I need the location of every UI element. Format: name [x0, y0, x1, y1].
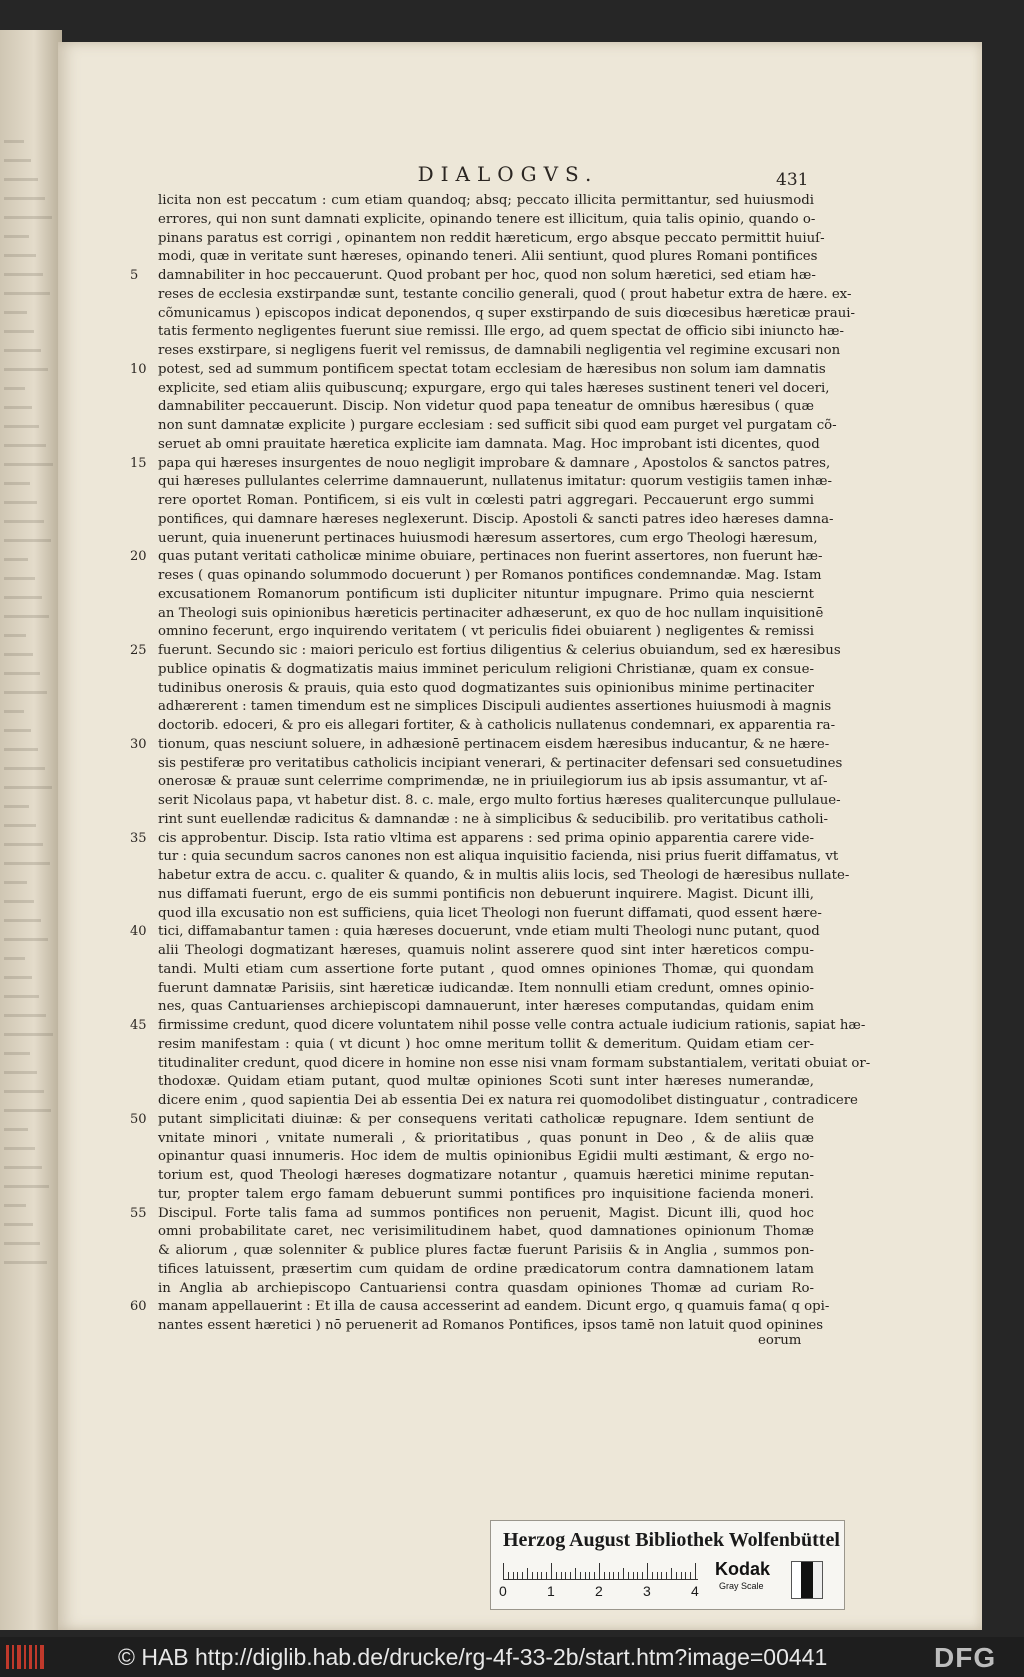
ruler-tick [647, 1563, 648, 1579]
text-line [130, 830, 814, 849]
text-line [150, 342, 841, 361]
ruler-tick [503, 1563, 504, 1579]
text-line [150, 192, 814, 211]
ruler-tick [613, 1572, 614, 1579]
text-line [150, 1036, 814, 1055]
text-line [150, 1167, 814, 1186]
spine-texture [4, 330, 34, 333]
text-line [150, 567, 822, 586]
spine-texture [4, 1147, 35, 1150]
text-line [130, 1111, 814, 1130]
spine-texture [4, 311, 27, 314]
spine-texture [4, 1014, 46, 1017]
line-text: fuerunt. Secundo sic : maiori periculo est fortius diligentius & celerius obuiandum, sed ex hæresibus [158, 643, 841, 658]
text-line [130, 267, 816, 286]
text-line [150, 248, 818, 267]
line-text: pontifices, qui damnare hæreses neglexerunt. Discip. Apostoli & sancti patres ideo hæreses damna- [158, 511, 834, 527]
spine-texture [4, 786, 52, 789]
text-line [150, 230, 825, 249]
text-line [150, 511, 834, 530]
line-text: omni probabilitate caret, nec verisimilitudinem habet, quod damnationes opinionum Thomæ [158, 1224, 814, 1240]
spine-texture [4, 1166, 42, 1169]
line-text: Discipul. Forte talis fama ad summos pontifices non peruenit, Magist. Dicunt illi, quod hoc [158, 1205, 814, 1221]
spine-texture [4, 1109, 51, 1112]
spine-texture [4, 178, 38, 181]
library-name: Herzog August Bibliothek Wolfenbüttel [503, 1529, 840, 1551]
line-text: serit Nicolaus papa, vt habetur dist. 8. c. male, ergo multo fortius hæreses qualitercunque pullulaue- [158, 793, 841, 808]
spine-texture [4, 881, 27, 884]
spine-texture [4, 653, 33, 656]
line-text: manam appellauerint : Et illa de causa accesserint ad eandem. Dicunt ergo, q quamuis fama( q opi- [158, 1299, 830, 1315]
line-text: tur : quia secundum sacros canones non est aliqua inquisitio facienda, nisi prius fuerit diffamatus, vt [158, 849, 839, 865]
ruler-tick [690, 1572, 691, 1579]
line-text: resim manifestam : quia ( vt dicunt ) hoc omne meritum tollit & demeritum. Quidam etiam cer- [158, 1036, 814, 1052]
spine-texture [4, 520, 44, 523]
spine-texture [4, 140, 24, 143]
ruler-tick [618, 1572, 619, 1579]
text-line [130, 361, 826, 380]
text-line [150, 323, 844, 342]
ruler-label: 3 [643, 1583, 651, 1599]
kodak-brand: Kodak [715, 1559, 771, 1579]
spine-texture [4, 976, 32, 979]
spine-texture [4, 1071, 37, 1074]
spine-texture [4, 1185, 49, 1188]
line-text: tatis fermento negligentes fuerunt siue remissi. Ille ergo, ad quem spectat de officio sibi iniuncto hæ- [158, 324, 844, 340]
ruler-tick [637, 1572, 638, 1579]
ruler-tick [676, 1572, 677, 1579]
text-line [150, 380, 830, 399]
copyright-url[interactable]: © HAB http://diglib.hab.de/drucke/rg-4f-33-2b/start.htm?image=00441 [118, 1644, 828, 1670]
spine-texture [4, 159, 31, 162]
ruler-tick [589, 1572, 590, 1579]
dfg-logo: DFG [934, 1642, 997, 1673]
text-line [150, 1148, 814, 1167]
spine-texture [4, 1090, 44, 1093]
book-page [58, 42, 982, 1630]
line-number: 5 [130, 268, 139, 283]
line-text: errores, qui non sunt damnati explicite, opinando tenere est illicitum, quia talis opinio, quando o- [158, 211, 816, 227]
spine-texture [4, 729, 31, 732]
ruler-tick [556, 1572, 557, 1579]
ruler-tick [522, 1572, 523, 1579]
spine-texture [4, 748, 38, 751]
line-number: 20 [130, 549, 147, 565]
line-text: reses de ecclesia exstirpandæ sunt, testante concilio generali, quod ( prout habetur extra de hære. ex- [158, 286, 852, 302]
line-number: 45 [130, 1018, 147, 1033]
text-line [150, 1186, 814, 1205]
line-number: 10 [130, 361, 147, 377]
spine-texture [4, 843, 43, 846]
ruler-tick [604, 1572, 605, 1579]
ruler-label: 0 [499, 1583, 507, 1599]
spine-texture [4, 1204, 26, 1207]
library-color-target [490, 1520, 845, 1610]
ruler-tick [537, 1572, 538, 1579]
text-line [150, 492, 814, 511]
text-line [150, 773, 828, 792]
text-line [150, 436, 820, 455]
ruler-tick [599, 1563, 600, 1579]
text-line [150, 717, 836, 736]
text-line [150, 530, 818, 549]
line-text: qui hæreses pullulantes celerrime damnauerunt, nullatenus imitatur: quorum vestigiis tamen inhæ- [158, 474, 833, 490]
ruler-tick [541, 1572, 542, 1579]
catchword: eorum [758, 1333, 802, 1348]
line-text: nus diffamati fuerunt, ergo de eis summi pontificis non debuerunt inquirere. Magist. Dicunt illi, [158, 886, 814, 902]
line-text: & aliorum , quæ solenniter & publice plures factæ fuerunt Parisiis & in Anglia , summos pon- [158, 1243, 814, 1258]
line-text: damnabiliter peccauerunt. Discip. Non videtur quod papa teneatur de omnibus hæresibus ( quæ [158, 399, 814, 415]
spine-texture [4, 577, 35, 580]
line-number: 35 [130, 830, 147, 846]
text-line [150, 1317, 824, 1336]
spine-texture [4, 767, 45, 770]
spine-texture [4, 349, 41, 352]
ruler-label: 2 [595, 1583, 603, 1599]
ruler-tick [633, 1572, 634, 1579]
spine-texture [4, 672, 40, 675]
ruler-tick [657, 1572, 658, 1579]
text-line [130, 1205, 814, 1224]
line-number: 25 [130, 643, 147, 658]
ruler-tick [609, 1572, 610, 1579]
line-text: reses exstirpare, si negligens fuerit vel remissus, de damnabili negligentia vel regimine excusari non [158, 343, 841, 358]
spine-texture [4, 900, 34, 903]
line-text: vnitate minori , vnitate numerali , & prioritatibus , quas ponunt in Deo , & de aliis quæ [158, 1130, 814, 1146]
text-line [150, 680, 814, 699]
spine-texture [4, 254, 36, 257]
line-text: reses ( quas opinando solummodo docuerunt ) per Romanos pontifices condemnandæ. Mag. Istam [158, 568, 822, 583]
spine-texture [4, 368, 48, 371]
text-line [150, 417, 837, 436]
text-line [150, 1092, 858, 1111]
spine-texture [4, 995, 39, 998]
ruler-tick [561, 1572, 562, 1579]
spine-texture [4, 197, 45, 200]
text-line [150, 942, 814, 961]
text-line [150, 755, 843, 774]
ruler-tick [666, 1572, 667, 1579]
line-text: papa qui hæreses insurgentes de nouo negligit improbare & damnare , Apostolos & sanctos patres, [158, 455, 831, 471]
text-line [150, 1073, 814, 1092]
text-line [150, 605, 824, 624]
scale-ruler [503, 1561, 698, 1580]
spine-texture [4, 501, 37, 504]
ruler-tick [681, 1572, 682, 1579]
line-text: non sunt damnatæ explicite ) purgare ecclesiam : sed sufficit sibi quod eam purget vel purgatam cõ- [158, 418, 837, 433]
ruler-tick [527, 1568, 528, 1579]
spine-texture [4, 558, 28, 561]
spine-texture [4, 292, 50, 295]
ruler-tick [661, 1572, 662, 1579]
line-text: tici, diffamabantur tamen : quia hæreses docuerunt, vnde etiam multi Theologi nunc putant, quod [158, 924, 820, 940]
ruler-tick [580, 1572, 581, 1579]
ruler-tick [594, 1572, 595, 1579]
text-line [150, 661, 814, 680]
line-text: doctorib. edoceri, & pro eis allegari fortiter, & à catholicis nullatenus condemnari, ex apparentia ra- [158, 718, 836, 733]
line-text: seruet ab omni prauitate hæretica explicite iam damnata. Mag. Hoc improbant isti dicentes, quod [158, 436, 820, 452]
line-text: in Anglia ab archiepiscopo Cantuariensi contra quasdam opiniones Thomæ ad curiam Ro- [158, 1280, 814, 1296]
spine-texture [4, 235, 29, 238]
line-text: tionum, quas nesciunt soluere, in adhæsionē pertinacem eisdem hæresibus inducantur, & ne hære- [158, 736, 830, 752]
text-line [150, 1280, 814, 1299]
text-line [150, 886, 814, 905]
ruler-tick [695, 1563, 696, 1579]
line-number: 30 [130, 736, 147, 752]
text-line [150, 286, 852, 305]
ruler-tick [575, 1568, 576, 1579]
text-line [130, 736, 830, 755]
line-text: modi, quæ in veritate sunt hæreses, opinando teneri. Alii sentiunt, quod plures Romani pontifices [158, 249, 818, 265]
left-page-edge [0, 30, 62, 1630]
text-line [130, 548, 823, 567]
text-line [150, 867, 850, 886]
line-text: rere oportet Roman. Pontificem, si eis vult in cœlesti patri aggregari. Peccauerunt ergo summi [158, 493, 814, 508]
text-line [150, 905, 822, 924]
spine-texture [4, 691, 47, 694]
spine-texture [4, 634, 26, 637]
spine-texture [4, 957, 25, 960]
text-line [130, 455, 831, 474]
line-text: tandi. Multi etiam cum assertione forte putant , quod omnes opiniones Thomæ, qui quondam [158, 961, 814, 977]
text-line [150, 961, 814, 980]
spine-texture [4, 919, 41, 922]
text-line [150, 848, 839, 867]
text-line [150, 1055, 871, 1074]
line-text: nes, quas Cantuarienses archiepiscopi damnauerunt, inter hæreses computandas, quidam enim [158, 999, 814, 1015]
line-number: 60 [130, 1299, 147, 1315]
spine-texture [4, 862, 50, 865]
viewer-footer [0, 1637, 1024, 1677]
spine-texture [4, 273, 43, 276]
line-text: putant simplicitati diuinæ: & per consequens veritati catholicæ repugnare. Idem sentiunt de [158, 1111, 814, 1127]
text-line [150, 1242, 814, 1261]
line-text: potest, sed ad summum pontificem spectat totam ecclesiam de hæresibus non solum iam damnatis [158, 361, 826, 377]
line-text: firmissime credunt, quod dicere voluntatem nihil posse velle contra actuale iudicium rationis, sapiat hæ- [158, 1018, 866, 1033]
line-text: quas putant veritati catholicæ minime obuiare, pertinaces non fuerint assertores, non fuerunt hæ- [158, 549, 823, 565]
spine-texture [4, 1223, 33, 1226]
line-text: cis approbentur. Discip. Ista ratio vltima est apparens : sed prima opinio apparentia carere vide- [158, 830, 814, 846]
spine-texture [4, 1052, 30, 1055]
ruler-tick [652, 1572, 653, 1579]
ruler-tick [551, 1563, 552, 1579]
line-text: publice opinatis & dogmatizatis maius imminet periculum religioni Christianæ, quam ex consue- [158, 661, 814, 677]
line-number: 40 [130, 924, 147, 940]
spine-texture [4, 710, 24, 713]
line-text: excusationem Romanorum pontificum isti dupliciter nituntur impugnare. Primo quia nesciernt [158, 586, 814, 602]
text-line [150, 305, 856, 324]
gray-scale-swatch [791, 1561, 823, 1599]
spine-texture [4, 406, 32, 409]
running-head: DIALOGVS. [417, 162, 599, 186]
line-text: tudinibus onerosis & prauis, quia esto quod dogmatizantes suis opinionibus minime pertinaciter [158, 680, 814, 696]
ruler-tick [685, 1572, 686, 1579]
line-number: 55 [130, 1205, 147, 1221]
text-line [150, 698, 832, 717]
spine-texture [4, 1128, 28, 1131]
gray-scale-label: Gray Scale [719, 1581, 764, 1591]
line-text: licita non est peccatum : cum etiam quandoq; absq; peccato illicita permittantur, sed huiusmodi [158, 193, 814, 208]
ruler-tick [570, 1572, 571, 1579]
line-number: 50 [130, 1111, 147, 1127]
ruler-tick [532, 1572, 533, 1579]
line-text: quod illa excusatio non est sufficiens, quia licet Theologi non fuerunt diffamati, quod essent hære- [158, 905, 822, 921]
spine-texture [4, 1242, 40, 1245]
text-line [150, 980, 814, 999]
line-text: cõmunicamus ) episcopos indicat deponendos, q super exstirpando de suis diœcesibus hæreticæ praui- [158, 305, 856, 321]
line-text: rint sunt euellendæ radicitus & damnandæ : ne à simplicibus & seducibilib. pro veritatibus catholi- [158, 811, 829, 827]
line-text: omnino fecerunt, ergo inquirendo veritatem ( vt periculis fidei obuiarent ) negligentes & remissi [158, 624, 814, 640]
ruler-tick [517, 1572, 518, 1579]
line-text: explicite, sed etiam aliis quibuscunq; expurgare, ergo qui tales hæreses sustinent teneri vel doceri, [158, 380, 830, 396]
text-line [150, 473, 833, 492]
line-text: fuerunt damnatæ Parisiis, sint hæreticæ iudicandæ. Item nonnulli etiam credunt, omnes opinio- [158, 980, 814, 996]
line-text: torium est, quod Theologi hæreses dogmatizare notantur , quamuis hæretici minime reputan- [158, 1168, 814, 1183]
line-text: alii Theologi dogmatizant hæreses, quamuis nolint asserere quod sint inter hæreticos compu- [158, 943, 814, 958]
ruler-tick [628, 1572, 629, 1579]
ruler-tick [546, 1572, 547, 1579]
text-line [150, 1223, 814, 1242]
line-text: tifices latuissent, præsertim cum quidam de ordine prædicatorum contra damnationem latam [158, 1261, 814, 1277]
text-line [130, 923, 820, 942]
spine-texture [4, 824, 36, 827]
ruler-tick [585, 1572, 586, 1579]
line-text: titudinaliter credunt, quod dicere in homine non esse nisi vnam formam substantialem, veritati obuiat or- [158, 1055, 871, 1071]
spine-texture [4, 482, 30, 485]
spine-texture [4, 444, 46, 447]
ruler-tick [623, 1568, 624, 1579]
spine-texture [4, 425, 39, 428]
line-text: sis pestiferæ pro veritatibus catholicis incipiant venerari, & pertinaciter defensari sed consuetudines [158, 755, 843, 771]
spine-texture [4, 1033, 53, 1036]
text-line [150, 586, 814, 605]
spine-texture [4, 596, 42, 599]
ruler-tick [642, 1572, 643, 1579]
spine-texture [4, 463, 53, 466]
text-line [150, 1261, 814, 1280]
barcode-icon [4, 1643, 46, 1671]
line-text: dicere enim , quod sapientia Dei ab essentia Dei ex natura rei quomodolibet distinguatur , contradicere [158, 1093, 858, 1108]
line-text: tur, propter talem ergo famam debuerunt summi pontifices pro inquisitione facienda moneri. [158, 1186, 814, 1202]
text-line [150, 811, 829, 830]
line-text: onerosæ & prauæ sunt celerrime comprimendæ, ne in priuilegiorum ius ab ipsis assumantur, vt aſ- [158, 774, 828, 790]
text-line [150, 998, 814, 1017]
ruler-tick [508, 1572, 509, 1579]
page-number: 431 [776, 170, 809, 190]
line-text: damnabiliter in hoc peccauerunt. Quod probant per hoc, quod non solum hæretici, sed etiam hæ- [158, 268, 816, 283]
line-text: adhærerent : tamen timendum est ne simplices Discipuli audientes assertiones huiusmodi à magnis [158, 699, 832, 715]
line-text: pinans paratus est corrigi , opinantem non reddit hæreticum, ergo absque peccato permittit huiuſ- [158, 230, 825, 246]
line-number: 15 [130, 455, 147, 471]
text-line [150, 211, 814, 230]
text-line [150, 398, 814, 417]
ruler-tick [671, 1568, 672, 1579]
line-text: opinantur quasi innumeris. Hoc idem de multis opinionibus Egidii multi æstimant, & ergo no- [158, 1149, 814, 1165]
spine-texture [4, 1261, 47, 1264]
spine-texture [4, 615, 49, 618]
line-text: nantes essent hæretici ) nō peruenerit ad Romanos Pontifices, ipsos tamē non latuit quod opinines [158, 1318, 824, 1333]
ruler-tick [565, 1572, 566, 1579]
text-line [130, 1298, 830, 1317]
ruler-label: 1 [547, 1583, 555, 1599]
ruler-tick [513, 1572, 514, 1579]
line-text: uerunt, quia inuenerunt pertinaces huiusmodi hæresum assertores, cum ergo Theologi hæresum, [158, 530, 818, 546]
line-text: habetur extra de accu. c. qualiter & quando, & in multis aliis locis, sed Theologi de hæresibus nullate- [158, 868, 850, 883]
spine-texture [4, 805, 29, 808]
ruler-label: 4 [691, 1583, 699, 1599]
text-line [130, 1017, 866, 1036]
spine-texture [4, 539, 51, 542]
text-line [130, 642, 841, 661]
text-line [150, 792, 841, 811]
line-text: thodoxæ. Quidam etiam putant, quod multæ opiniones Scoti sunt inter hæreses numerandæ, [158, 1074, 814, 1090]
page-body-text [130, 192, 871, 1336]
line-text: an Theologi suis opinionibus hæreticis pertinaciter adhæserunt, ex quo de hoc nullam inquisitionē [158, 605, 824, 621]
text-line [150, 1130, 814, 1149]
spine-texture [4, 387, 25, 390]
spine-texture [4, 216, 52, 219]
spine-texture [4, 938, 48, 941]
text-line [150, 623, 814, 642]
